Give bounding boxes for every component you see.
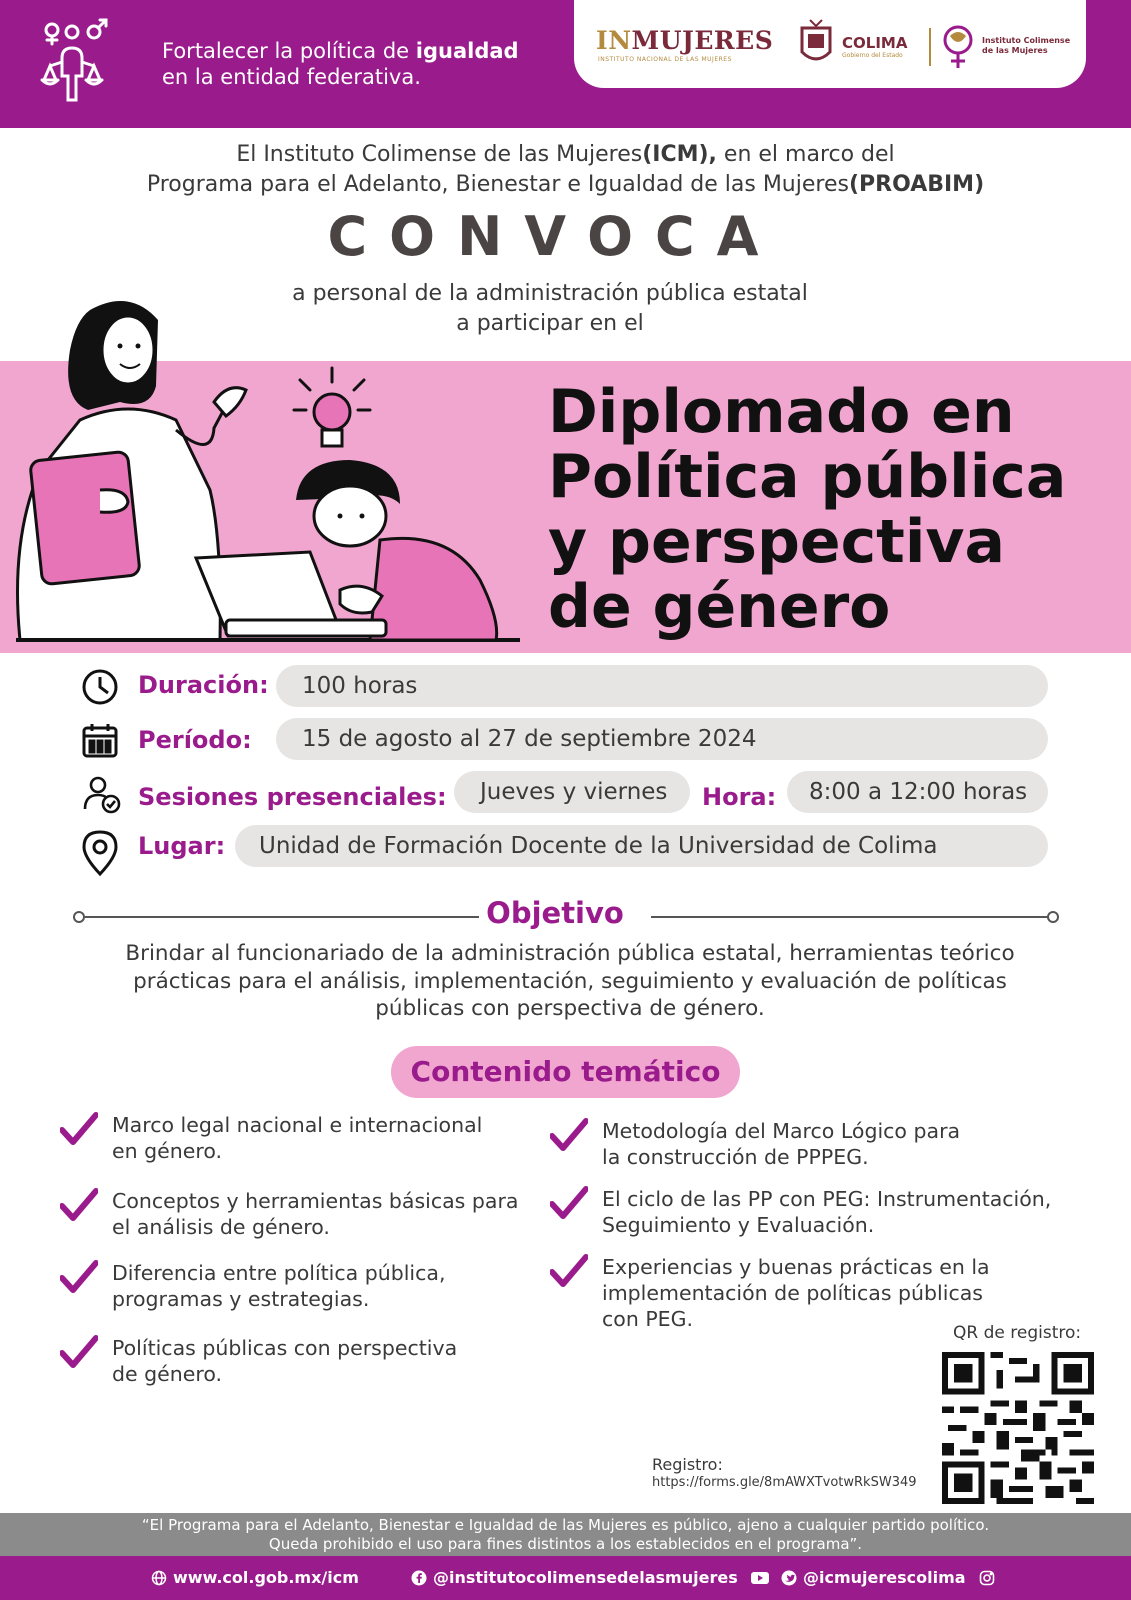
- course-title: Diplomado en Política pública y perspectiva de género: [548, 377, 1067, 642]
- facebook-icon: [411, 1570, 427, 1586]
- objetivo-line-left: [85, 916, 479, 918]
- check-icon: [550, 1254, 588, 1288]
- check-icon: [60, 1260, 98, 1294]
- topic-item: Marco legal nacional e internacional en género.: [60, 1112, 540, 1168]
- clock-icon: [80, 667, 120, 707]
- topic-item: Políticas públicas con perspectiva de género.: [60, 1335, 540, 1391]
- icm-logo-icon: [940, 24, 976, 70]
- header-banner: [0, 0, 1131, 128]
- twitter-link[interactable]: @icmujerescolima: [781, 1568, 995, 1587]
- website-link[interactable]: www.col.gob.mx/icm: [151, 1568, 359, 1587]
- contenido-title: Contenido temático: [391, 1046, 740, 1098]
- invite-text: a personal de la administración pública estatal a participar en el: [292, 281, 808, 336]
- duracion-value: 100 horas: [276, 665, 1048, 707]
- lugar-label: Lugar:: [138, 832, 226, 860]
- registro-url-link[interactable]: https://forms.gle/8mAWXTvotwRkSW349: [652, 1475, 917, 1490]
- periodo-value: 15 de agosto al 27 de septiembre 2024: [276, 718, 1048, 760]
- check-icon: [550, 1118, 588, 1152]
- objetivo-title: Objetivo: [486, 896, 624, 930]
- objetivo-text: Brindar al funcionariado de la administración pública estatal, herramientas teórico prácticas para el análisis, implementación, seguimiento y evaluación de políticas públicas con perspectiva de género.: [125, 941, 1015, 1021]
- periodo-row: [0, 718, 1131, 762]
- colima-seal-icon: [796, 18, 836, 68]
- sesiones-row: [0, 771, 1131, 815]
- check-icon: [550, 1186, 588, 1220]
- intro-text: El Instituto Colimense de las Mujeres(ICM), en el marco del Programa para el Adelanto, Bienestar e Igualdad de las Mujeres(PROABIM): [146, 142, 985, 197]
- equality-people-icon: [40, 18, 120, 108]
- logo-strip: [574, 0, 1086, 88]
- logo-divider: [929, 28, 931, 66]
- hora-label: Hora:: [702, 783, 777, 811]
- globe-icon: [151, 1570, 167, 1586]
- topic-item: El ciclo de las PP con PEG: Instrumentación, Seguimiento y Evaluación.: [550, 1186, 1110, 1242]
- sesiones-value: Jueves y viernes: [454, 771, 690, 813]
- twitter-icon: [781, 1570, 797, 1586]
- duracion-row: [0, 665, 1131, 709]
- footer-bar: [0, 1556, 1131, 1600]
- facebook-link[interactable]: @institutocolimensedelasmujeres: [411, 1568, 769, 1587]
- hora-value: 8:00 a 12:00 horas: [787, 771, 1048, 813]
- colima-logo: COLIMA: [842, 34, 908, 52]
- youtube-icon: [751, 1570, 769, 1586]
- lugar-value: Unidad de Formación Docente de la Universidad de Colima: [235, 825, 1048, 867]
- qr-label: QR de registro:: [953, 1323, 1082, 1343]
- disclaimer: “El Programa para el Adelanto, Bienestar e Igualdad de las Mujeres es público, ajeno a cualquier partido político. Queda prohibido el uso para fines distintos a los establecidos en el programa”.: [0, 1513, 1131, 1556]
- inmujeres-logo-subtitle: INSTITUTO NACIONAL DE LAS MUJERES: [598, 56, 732, 63]
- objetivo-line-dot-right: [1047, 911, 1059, 923]
- people-illustration: [0, 290, 540, 658]
- duracion-label: Duración:: [138, 671, 269, 699]
- location-pin-icon: [80, 829, 120, 877]
- periodo-label: Período:: [138, 726, 252, 754]
- inmujeres-logo: INMUJERES: [596, 26, 774, 55]
- check-icon: [60, 1112, 98, 1146]
- registro-label: Registro:: [652, 1455, 723, 1474]
- topic-item: Metodología del Marco Lógico para la construcción de PPPEG.: [550, 1118, 1110, 1174]
- colima-logo-subtitle: Gobierno del Estado: [842, 52, 903, 59]
- check-icon: [60, 1188, 98, 1222]
- check-icon: [60, 1335, 98, 1369]
- convoca-heading: CONVOCA: [327, 205, 781, 268]
- lugar-row: [0, 825, 1131, 869]
- topic-item: Experiencias y buenas prácticas en la implementación de políticas públicas con PEG.: [550, 1254, 1110, 1336]
- icm-logo-text: Instituto Colimense de las Mujeres: [982, 36, 1071, 55]
- sesiones-label: Sesiones presenciales:: [138, 783, 447, 811]
- objetivo-line-right: [651, 916, 1049, 918]
- topic-item: Diferencia entre política pública, programas y estrategias.: [60, 1260, 540, 1316]
- topic-item: Conceptos y herramientas básicas para el análisis de género.: [60, 1188, 540, 1244]
- header-slogan: Fortalecer la política de igualdad en la entidad federativa.: [162, 39, 519, 89]
- objetivo-line-dot-left: [73, 911, 85, 923]
- calendar-icon: [80, 720, 120, 760]
- person-check-icon: [82, 775, 122, 815]
- instagram-icon: [979, 1570, 995, 1586]
- qr-code[interactable]: [938, 1352, 1098, 1504]
